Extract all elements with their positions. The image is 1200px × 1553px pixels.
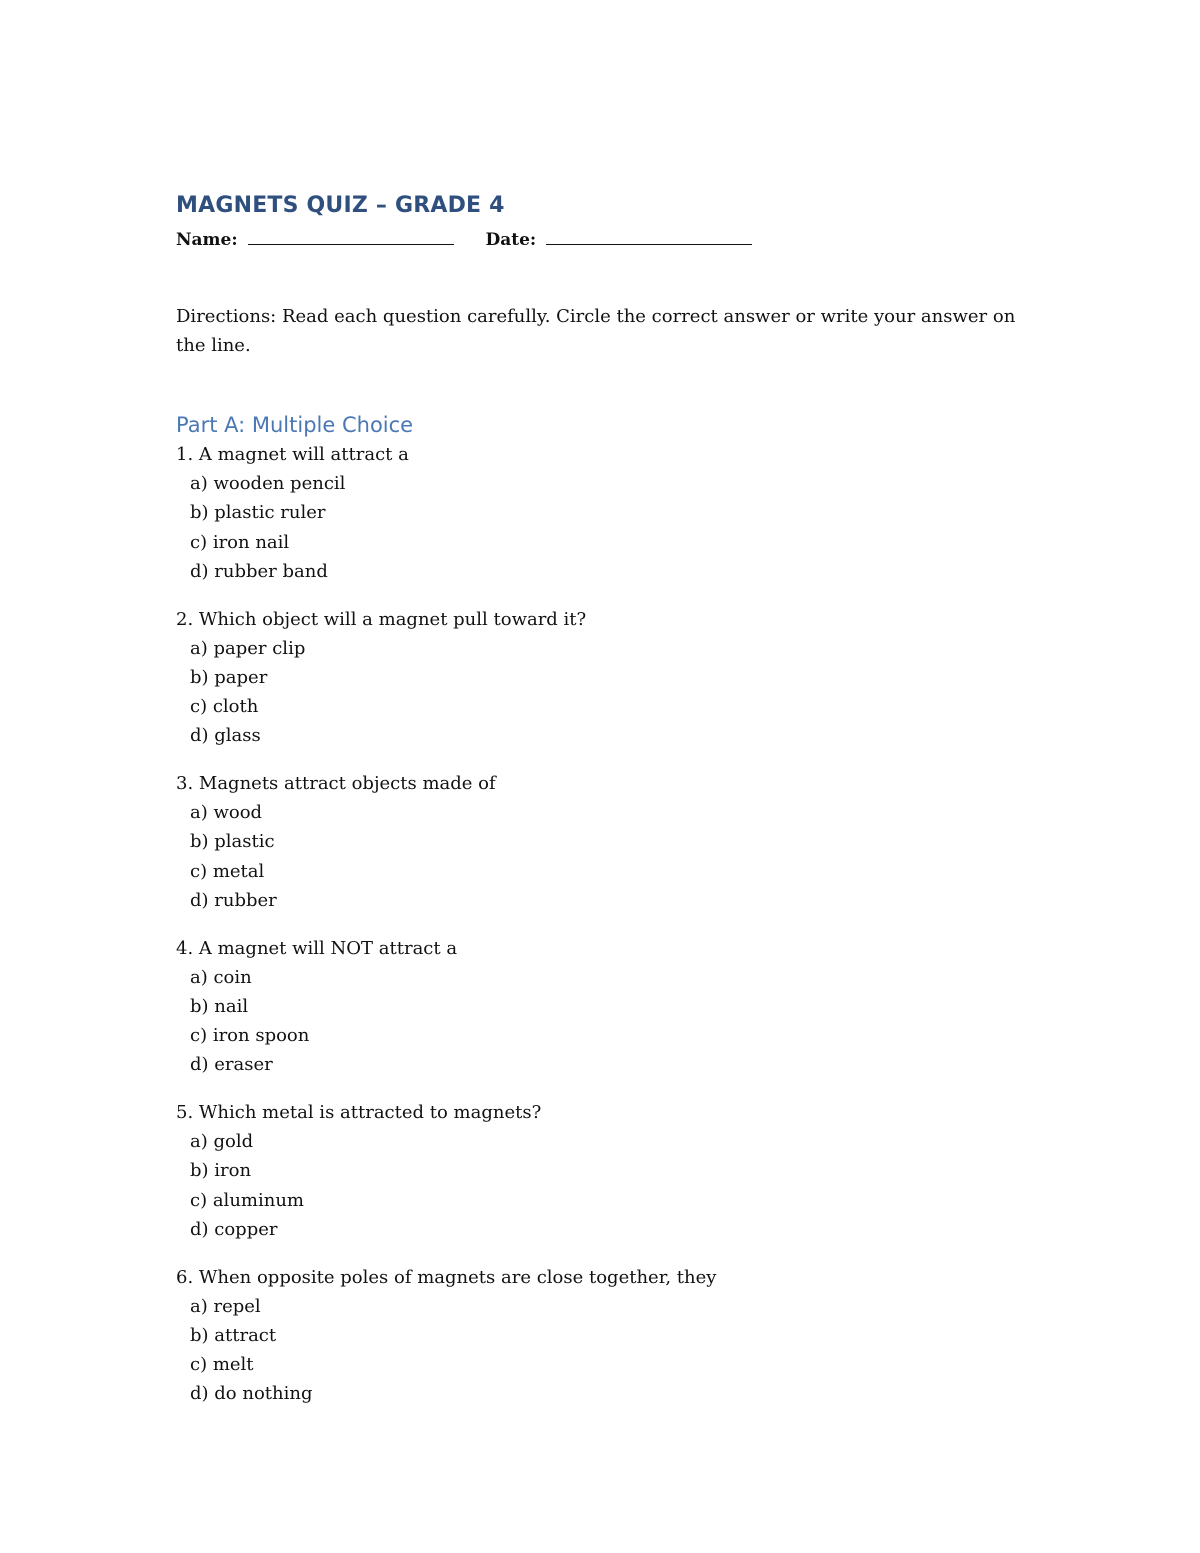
- question-stem: 5. Which metal is attracted to magnets?: [176, 1102, 542, 1124]
- answer-option[interactable]: d) eraser: [190, 1054, 273, 1076]
- answer-option[interactable]: c) iron nail: [190, 531, 290, 553]
- answer-option[interactable]: d) glass: [190, 725, 261, 747]
- answer-option[interactable]: a) gold: [190, 1131, 254, 1153]
- date-blank-line[interactable]: [546, 230, 752, 245]
- question-stem: 3. Magnets attract objects made of: [176, 773, 496, 795]
- answer-option[interactable]: c) iron spoon: [190, 1025, 310, 1047]
- question-4: [176, 934, 1036, 1080]
- quiz-page: [176, 190, 1036, 1409]
- answer-option[interactable]: a) repel: [190, 1295, 261, 1317]
- question-stem: 4. A magnet will NOT attract a: [176, 937, 458, 959]
- answer-option[interactable]: d) copper: [190, 1218, 278, 1240]
- name-blank-line[interactable]: [248, 230, 454, 245]
- question-3: [176, 769, 1036, 915]
- answer-option[interactable]: a) wooden pencil: [190, 473, 346, 495]
- question-1: [176, 440, 1036, 586]
- question-stem: 6. When opposite poles of magnets are close together, they: [176, 1266, 717, 1288]
- answer-option[interactable]: b) attract: [190, 1324, 277, 1346]
- answer-option[interactable]: d) rubber: [190, 889, 277, 911]
- directions-text: Directions: Read each question carefully. Circle the correct answer or write your answer on the line.: [176, 306, 1016, 356]
- part-a-heading: Part A: Multiple Choice: [176, 413, 414, 437]
- answer-option[interactable]: b) paper: [190, 666, 268, 688]
- answer-option[interactable]: c) metal: [190, 860, 265, 882]
- answer-option[interactable]: d) rubber band: [190, 560, 328, 582]
- answer-option[interactable]: d) do nothing: [190, 1383, 313, 1405]
- question-list: [176, 440, 1036, 1409]
- name-label: Name:: [176, 230, 238, 250]
- date-label: Date:: [485, 230, 537, 250]
- answer-option[interactable]: b) iron: [190, 1160, 252, 1182]
- question-5: [176, 1098, 1036, 1244]
- answer-option[interactable]: a) paper clip: [190, 637, 306, 659]
- question-stem: 1. A magnet will attract a: [176, 444, 409, 465]
- answer-option[interactable]: b) plastic: [190, 831, 275, 853]
- answer-option[interactable]: a) wood: [190, 802, 263, 824]
- answer-option[interactable]: b) plastic ruler: [190, 502, 326, 524]
- name-date-row: [176, 226, 1036, 254]
- answer-option[interactable]: c) cloth: [190, 696, 259, 718]
- page-title: MAGNETS QUIZ – GRADE 4: [176, 193, 505, 218]
- answer-option[interactable]: a) coin: [190, 966, 252, 988]
- answer-option[interactable]: c) aluminum: [190, 1189, 304, 1211]
- question-6: [176, 1263, 1036, 1409]
- question-stem: 2. Which object will a magnet pull toward it?: [176, 608, 587, 630]
- answer-option[interactable]: b) nail: [190, 995, 249, 1017]
- answer-option[interactable]: c) melt: [190, 1354, 254, 1376]
- question-2: [176, 605, 1036, 751]
